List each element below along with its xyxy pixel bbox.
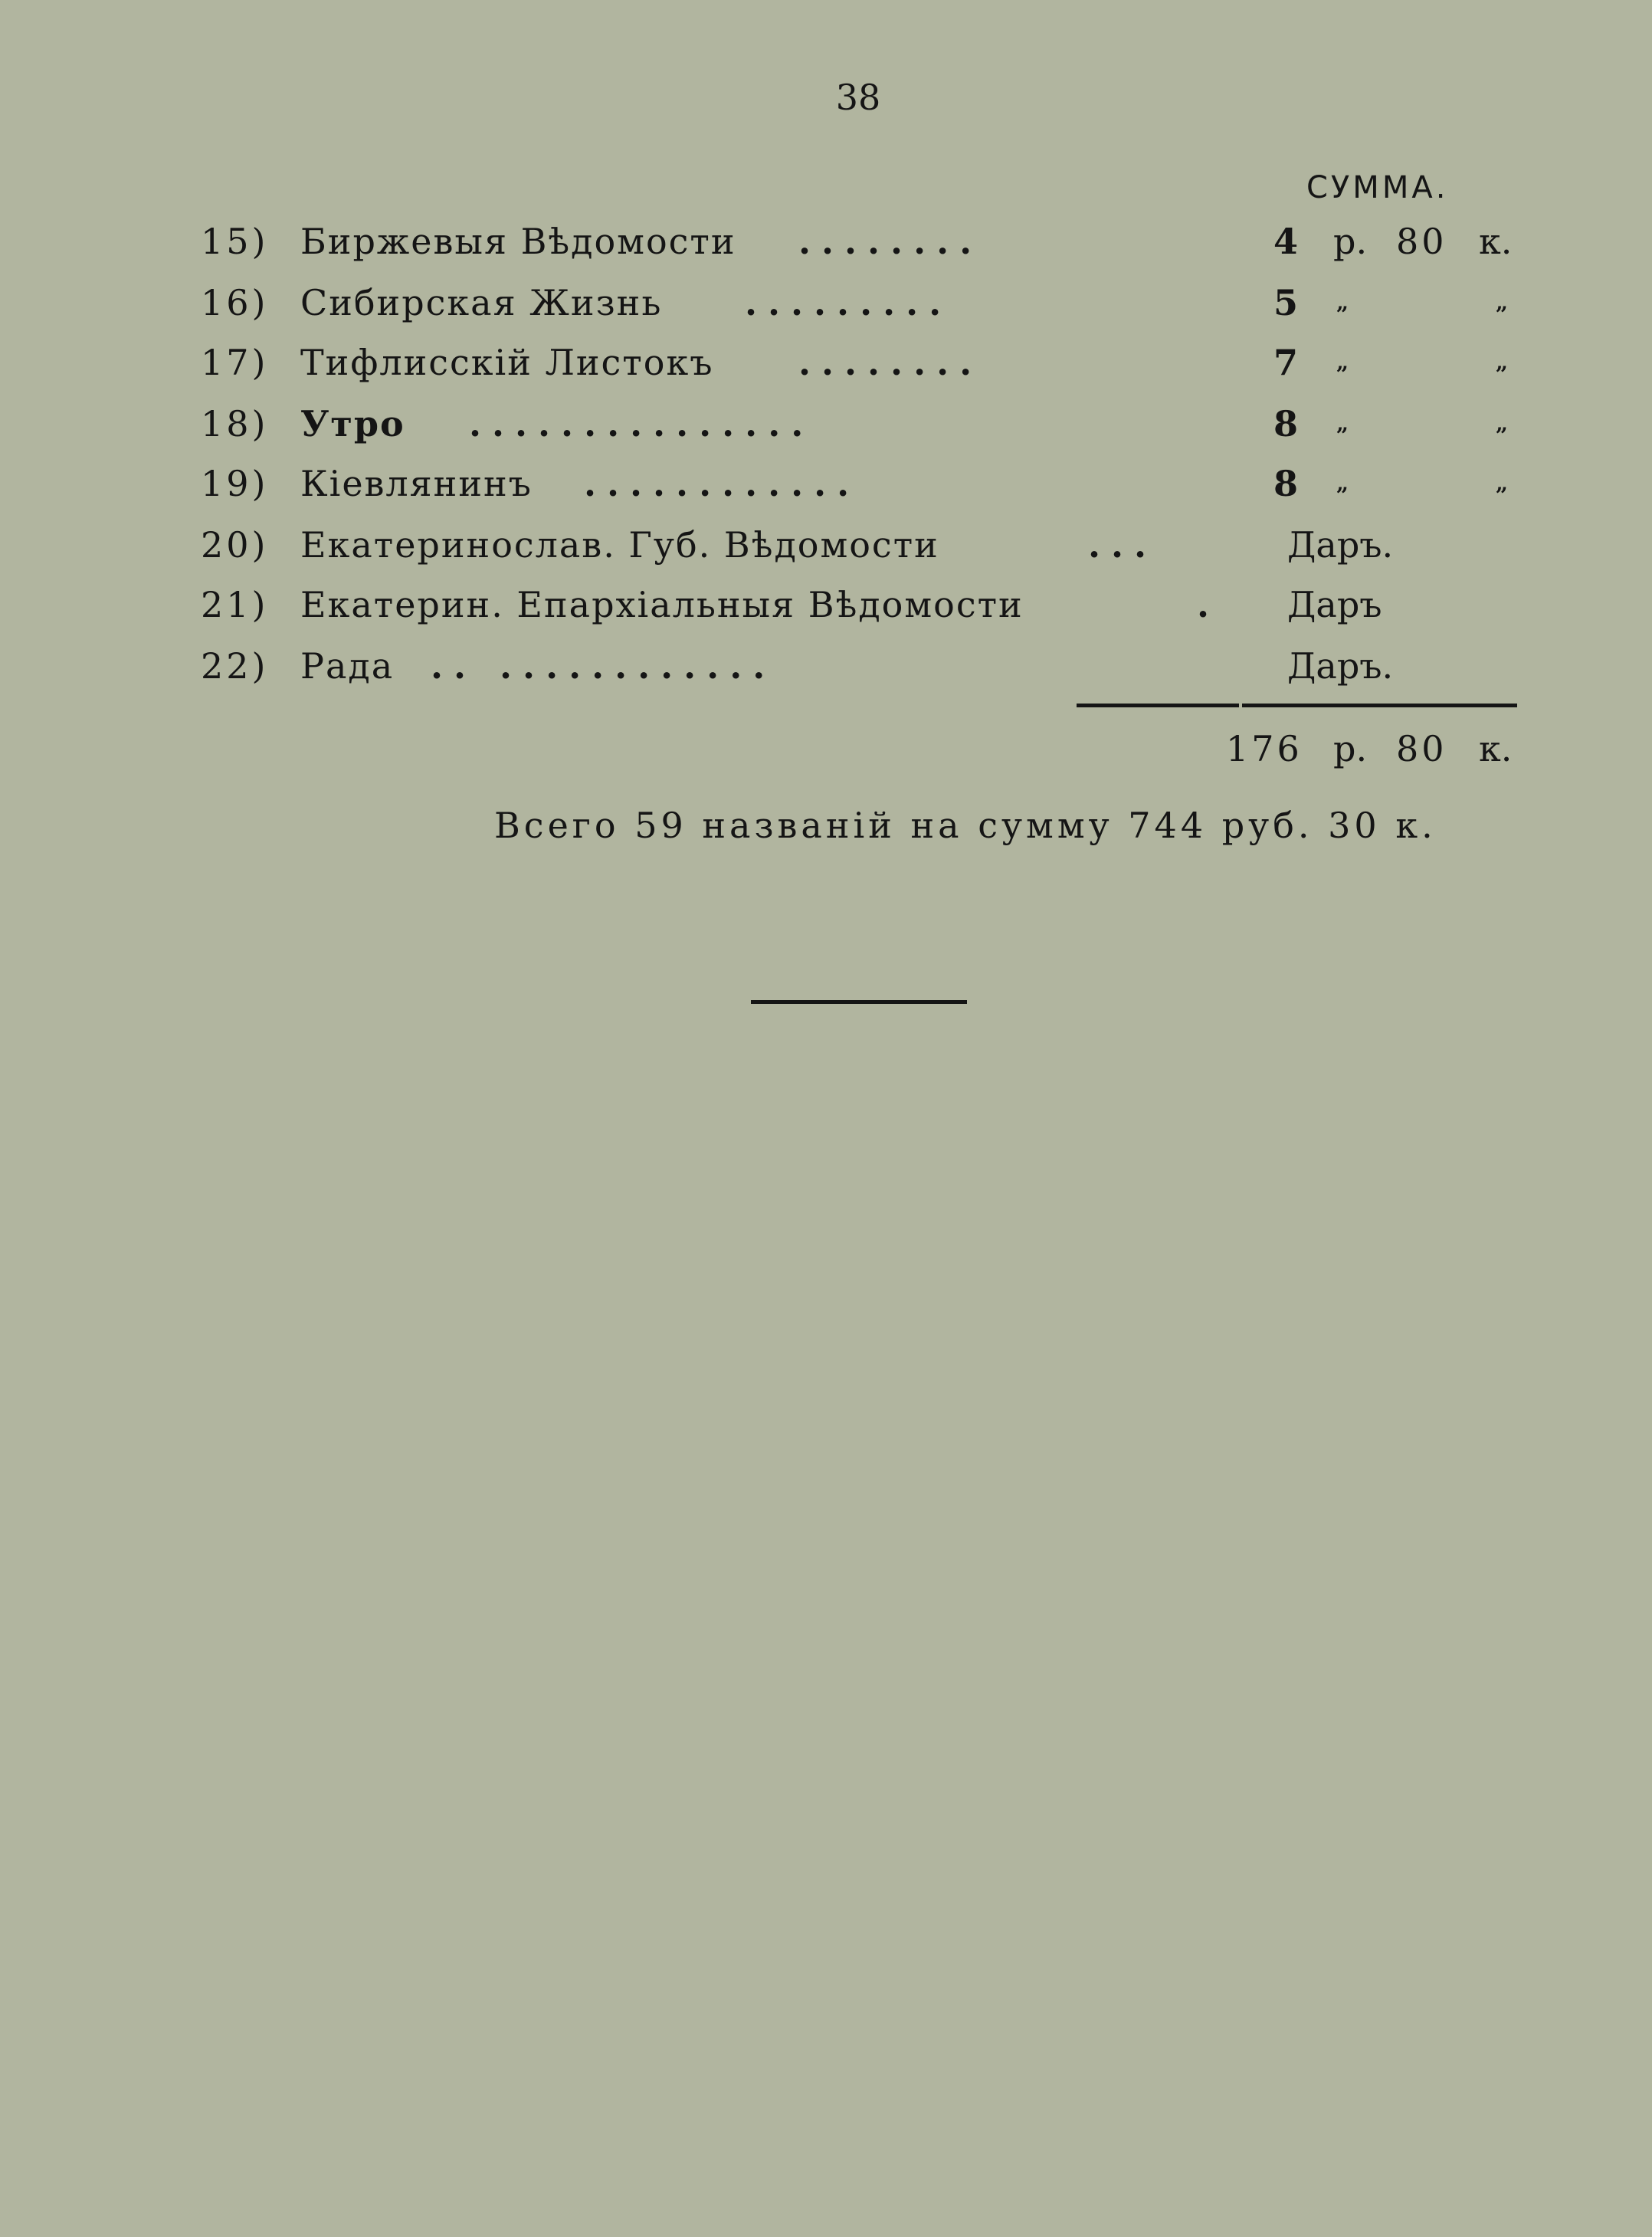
entry-title: Екатеринослав. Губ. Вѣдомости xyxy=(300,524,939,566)
list-item xyxy=(201,215,1525,268)
subtotal-rub: р. xyxy=(1333,728,1368,769)
entry-amount: 4 xyxy=(1273,221,1299,262)
entry-number: 22) xyxy=(201,645,269,687)
dot-leader: ......... xyxy=(745,282,952,323)
total-rule xyxy=(1077,704,1517,707)
entry-title: Рада xyxy=(300,645,395,687)
ditto-mark: „ xyxy=(1336,471,1349,496)
entry-number: 18) xyxy=(201,403,269,444)
entry-gift-note: Даръ. xyxy=(1287,645,1394,687)
entry-gift-note: Даръ. xyxy=(1287,524,1394,566)
subtotal-row xyxy=(201,722,1525,776)
entry-number: 15) xyxy=(201,221,269,262)
grand-total-summary: Всего 59 названій на сумму 744 руб. 30 к. xyxy=(494,805,1437,846)
subtotal-kop: к. xyxy=(1479,728,1513,769)
ditto-mark: „ xyxy=(1336,411,1349,436)
sum-column-header: СУММА. xyxy=(1306,170,1449,205)
entry-kop: к. xyxy=(1479,221,1513,262)
ditto-mark: „ xyxy=(1336,349,1349,375)
entry-kopecks: 80 xyxy=(1396,221,1447,262)
list-item xyxy=(201,518,1525,572)
entry-title: Тифлисскій Листокъ xyxy=(300,342,714,383)
entry-title: Биржевыя Вѣдомости xyxy=(300,221,736,262)
entry-number: 17) xyxy=(201,342,269,383)
ditto-mark: „ xyxy=(1496,349,1509,375)
dot-leader: ............... xyxy=(469,403,815,444)
list-item xyxy=(201,639,1525,693)
entry-number: 21) xyxy=(201,584,269,625)
end-rule xyxy=(751,1000,967,1004)
entry-number: 20) xyxy=(201,524,269,566)
list-item xyxy=(201,578,1525,631)
ditto-mark: „ xyxy=(1336,290,1349,315)
dot-leader: ... xyxy=(1088,524,1158,566)
dot-leader: ........ xyxy=(798,342,983,383)
entry-title: Сибирская Жизнь xyxy=(300,282,663,323)
ditto-mark: „ xyxy=(1496,411,1509,436)
entry-number: 19) xyxy=(201,463,269,504)
entry-title: Кіевлянинъ xyxy=(300,463,533,504)
page-number: 38 xyxy=(835,77,881,118)
entry-amount: 5 xyxy=(1273,282,1299,323)
subtotal-amount: 176 xyxy=(1226,728,1303,769)
entry-amount: 7 xyxy=(1273,342,1299,383)
ditto-mark: „ xyxy=(1496,471,1509,496)
dot-leader: ............ xyxy=(584,463,860,504)
list-item xyxy=(201,397,1525,451)
entry-number: 16) xyxy=(201,282,269,323)
list-item xyxy=(201,276,1525,330)
entry-amount: 8 xyxy=(1273,403,1299,444)
entry-title: Екатерин. Епархіальныя Вѣдомости xyxy=(300,584,1024,625)
dot-leader: .. ............ xyxy=(431,645,776,687)
subtotal-kopecks: 80 xyxy=(1396,728,1447,769)
list-item xyxy=(201,336,1525,389)
ditto-mark: „ xyxy=(1496,290,1509,315)
entry-gift-note: Даръ xyxy=(1287,584,1382,625)
entry-title: Утро xyxy=(300,403,405,444)
entry-amount: 8 xyxy=(1273,463,1299,504)
list-item xyxy=(201,457,1525,510)
dot-leader: ........ xyxy=(798,221,983,262)
dot-leader: . xyxy=(1197,584,1221,625)
entry-rub: р. xyxy=(1333,221,1368,262)
